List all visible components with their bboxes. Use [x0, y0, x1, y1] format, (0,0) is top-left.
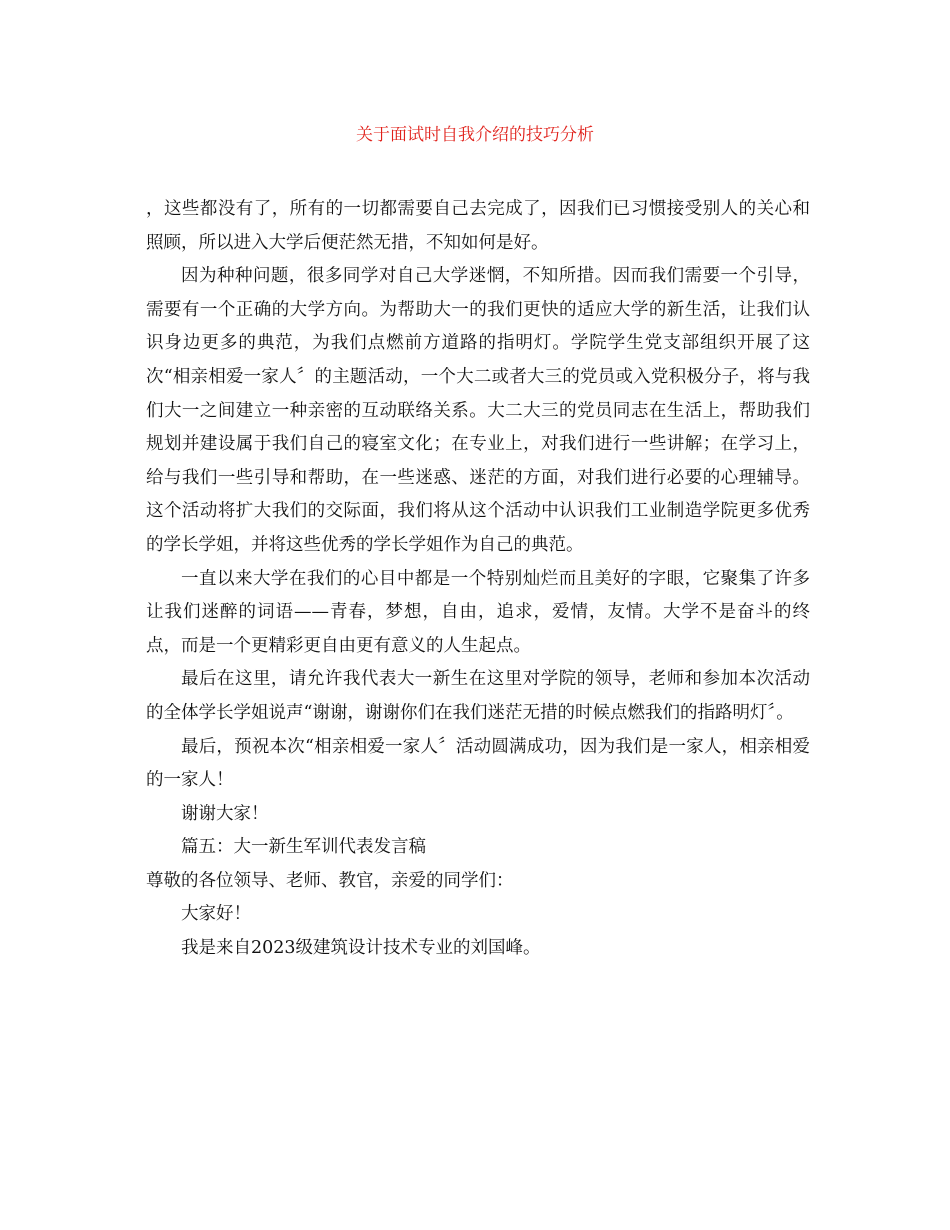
paragraph: ，这些都没有了，所有的一切都需要自己去完成了，因我们已习惯接受别人的关心和照顾，所以进入大学后便茫然无措，不知如何是好。 [146, 199, 810, 253]
document-title: 关于面试时自我介绍的技巧分析 [356, 125, 594, 145]
paragraph: 一直以来大学在我们的心目中都是一个特别灿烂而且美好的字眼，它聚集了许多让我们迷醉的词语——青春，梦想，自由，追求，爱情，友情。大学不是奋斗的终点，而是一个更精彩更自由更有意义的人生起点。 [146, 568, 810, 656]
salutation: 尊敬的各位领导、老师、教官，亲爱的同学们： [146, 870, 514, 891]
paragraph: 因为种种问题，很多同学对自己大学迷惘，不知所措。因而我们需要一个引导，需要有一个正确的大学方向。为帮助大一的我们更快的适应大学的新生活，让我们认识身边更多的典范，为我们点燃前方道路的指明灯。学院学生党支部组织开展了这次“相亲相爱一家人〞的主题活动，一个大二或者大三的党员或入党积极分子，将与我们大一之间建立一种亲密的互动联络关系。大二大三的党员同志在生活上，帮助我们规划并建设属于我们自己的寝室文化；在专业上，对我们进行一些讲解；在学习上，给与我们一些引导和帮助，在一些迷惑、迷茫的方面，对我们进行必要的心理辅导。这个活动将扩大我们的交际面，我们将从这个活动中认识我们工业制造学院更多优秀的学长学姐，并将这些优秀的学长学姐作为自己的典范。 [146, 266, 810, 555]
paragraph: 谢谢大家！ [181, 803, 269, 824]
document-body [146, 193, 810, 966]
section-heading: 篇五：大一新生军训代表发言稿 [181, 837, 426, 858]
paragraph: 最后在这里，请允许我代表大一新生在这里对学院的领导，老师和参加本次活动的全体学长学姐说声“谢谢，谢谢你们在我们迷茫无措的时候点燃我们的指路明灯〞。 [146, 669, 810, 723]
paragraph: 最后，预祝本次“相亲相爱一家人〞活动圆满成功，因为我们是一家人，相亲相爱的一家人！ [146, 736, 810, 791]
paragraph: 我是来自2023级建筑设计技术专业的刘国峰。 [181, 938, 541, 959]
greeting: 大家好！ [181, 904, 251, 925]
